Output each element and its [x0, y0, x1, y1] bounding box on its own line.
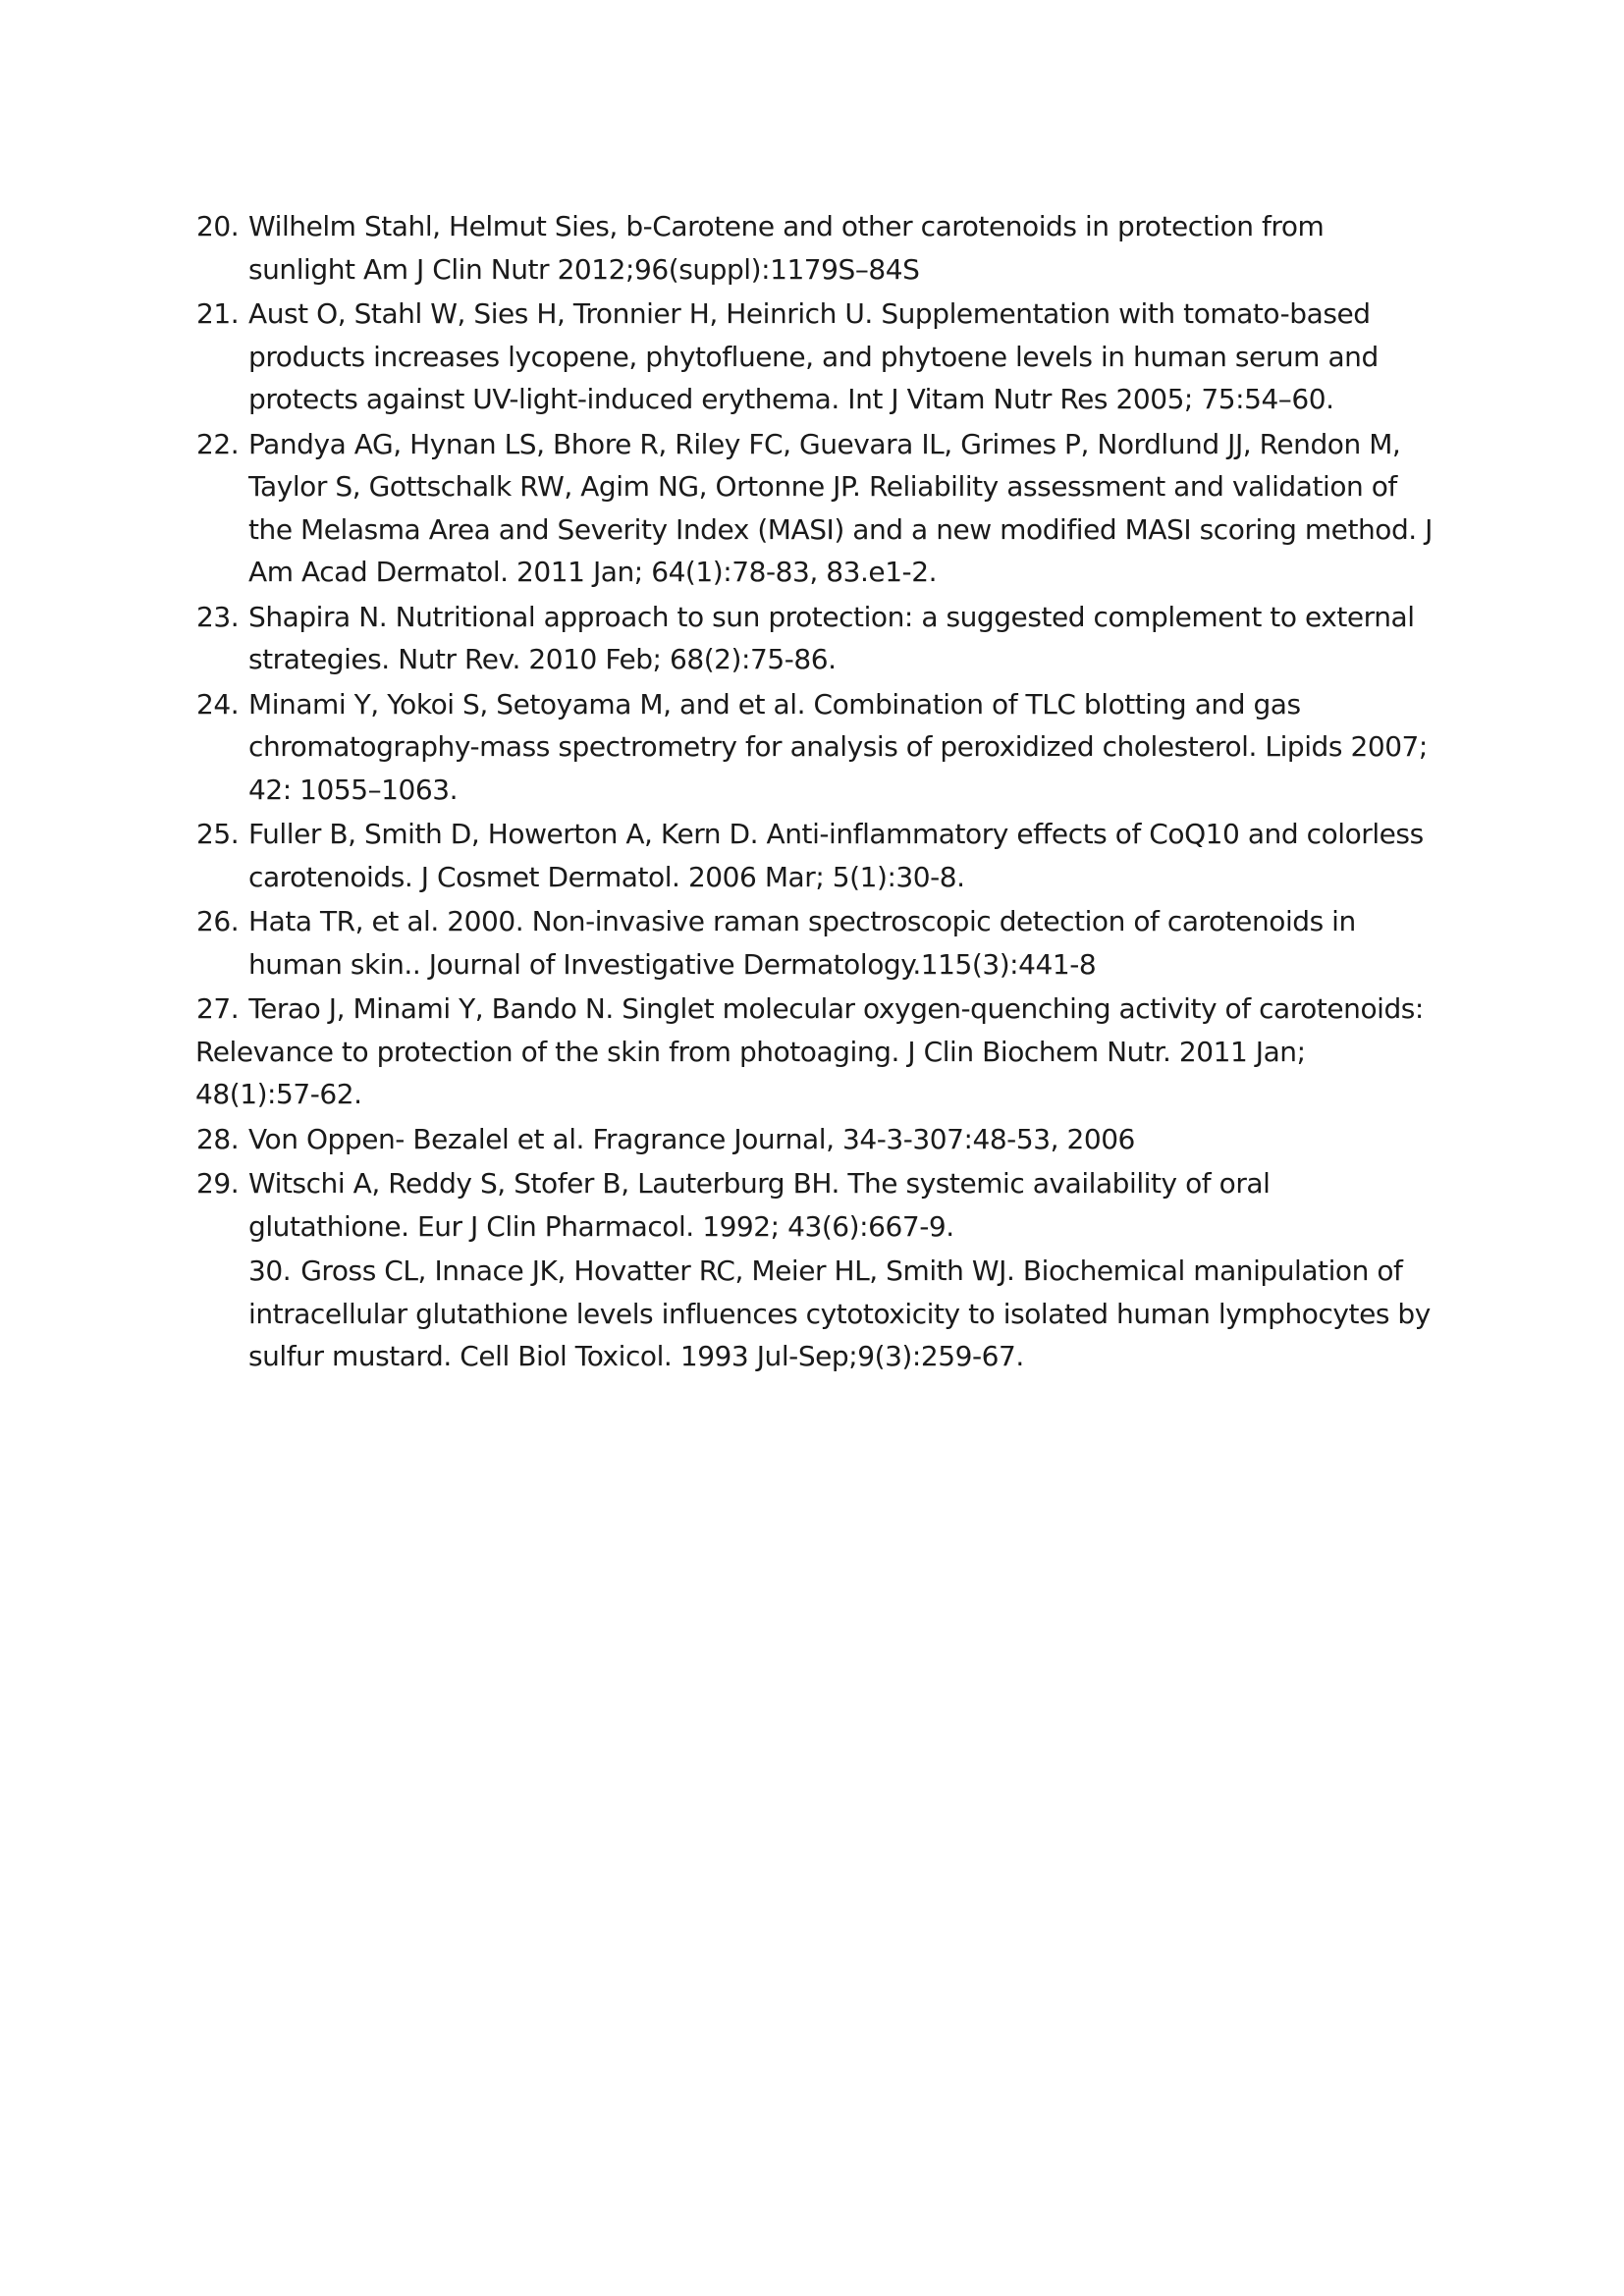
reference-text: Hata TR, et al. 2000. Non-invasive raman spectroscopic detection of carotenoids in human skin.. Journal of Investigative Dermatology.115(3):441-8 — [248, 905, 1356, 981]
reference-item — [196, 596, 1434, 681]
reference-text: Aust O, Stahl W, Sies H, Tronnier H, Heinrich U. Supplementation with tomato-based products increases lycopene, phytofluene, and phytoene levels in human serum and protects against UV-light-induced erythema. Int J Vitam Nutr Res 2005; 75:54–60. — [248, 297, 1379, 415]
reference-item — [196, 813, 1434, 898]
reference-number: 28. — [196, 1122, 240, 1155]
reference-item — [196, 683, 1434, 812]
reference-number: 23. — [196, 600, 240, 633]
reference-item — [196, 1250, 1434, 1378]
reference-number: 25. — [196, 818, 240, 850]
reference-item — [196, 1118, 1434, 1161]
reference-number: 27. — [196, 992, 240, 1025]
reference-item — [196, 1162, 1434, 1248]
reference-text: Wilhelm Stahl, Helmut Sies, b-Carotene and other carotenoids in protection from sunlight Am J Clin Nutr 2012;96(suppl):1179S–84S — [248, 210, 1325, 286]
reference-item — [196, 988, 1434, 1116]
reference-item — [196, 900, 1434, 986]
reference-list — [196, 205, 1434, 1378]
reference-number: 24. — [196, 687, 240, 721]
reference-number: 29. — [196, 1167, 240, 1200]
reference-item — [196, 293, 1434, 421]
reference-text: Pandya AG, Hynan LS, Bhore R, Riley FC, Guevara IL, Grimes P, Nordlund JJ, Rendon M, Taylor S, Gottschalk RW, Agim NG, Ortonne JP. Reliability assessment and validation of the Melasma Area and Severity Index (MASI) and a new modified MASI scoring method. J Am Acad Dermatol. 2011 Jan; 64(1):78-83, 83.e1-2. — [248, 427, 1433, 588]
reference-text-first-line: Terao J, Minami Y, Bando N. Singlet molecular oxygen-quenching activity of carotenoids: — [248, 992, 1424, 1025]
reference-item — [196, 205, 1434, 291]
reference-item — [196, 423, 1434, 594]
reference-text: Witschi A, Reddy S, Stofer B, Lauterburg BH. The systemic availability of oral glutathione. Eur J Clin Pharmacol. 1992; 43(6):667-9. — [248, 1167, 1271, 1243]
reference-number: 30. — [248, 1255, 292, 1287]
reference-text: Fuller B, Smith D, Howerton A, Kern D. Anti-inflammatory effects of CoQ10 and colorless carotenoids. J Cosmet Dermatol. 2006 Mar; 5(1):30-8. — [248, 818, 1424, 893]
reference-text: Von Oppen- Bezalel et al. Fragrance Journal, 34-3-307:48-53, 2006 — [248, 1122, 1135, 1155]
reference-text: Gross CL, Innace JK, Hovatter RC, Meier HL, Smith WJ. Biochemical manipulation of intracellular glutathione levels influences cytotoxicity to isolated human lymphocytes by sulfur mustard. Cell Biol Toxicol. 1993 Jul-Sep;9(3):259-67. — [248, 1255, 1431, 1372]
reference-number: 20. — [196, 210, 240, 242]
reference-text-continuation: Relevance to protection of the skin from photoaging. J Clin Biochem Nutr. 2011 Jan; 48(1):57-62. — [195, 1035, 1306, 1110]
reference-text: Shapira N. Nutritional approach to sun protection: a suggested complement to external strategies. Nutr Rev. 2010 Feb; 68(2):75-86. — [248, 600, 1415, 675]
reference-number: 22. — [196, 427, 240, 460]
reference-number: 21. — [196, 297, 240, 330]
reference-number: 26. — [196, 905, 240, 937]
reference-text: Minami Y, Yokoi S, Setoyama M, and et al. Combination of TLC blotting and gas chromatography-mass spectrometry for analysis of peroxidized cholesterol. Lipids 2007; 42: 1055–1063. — [248, 687, 1428, 806]
